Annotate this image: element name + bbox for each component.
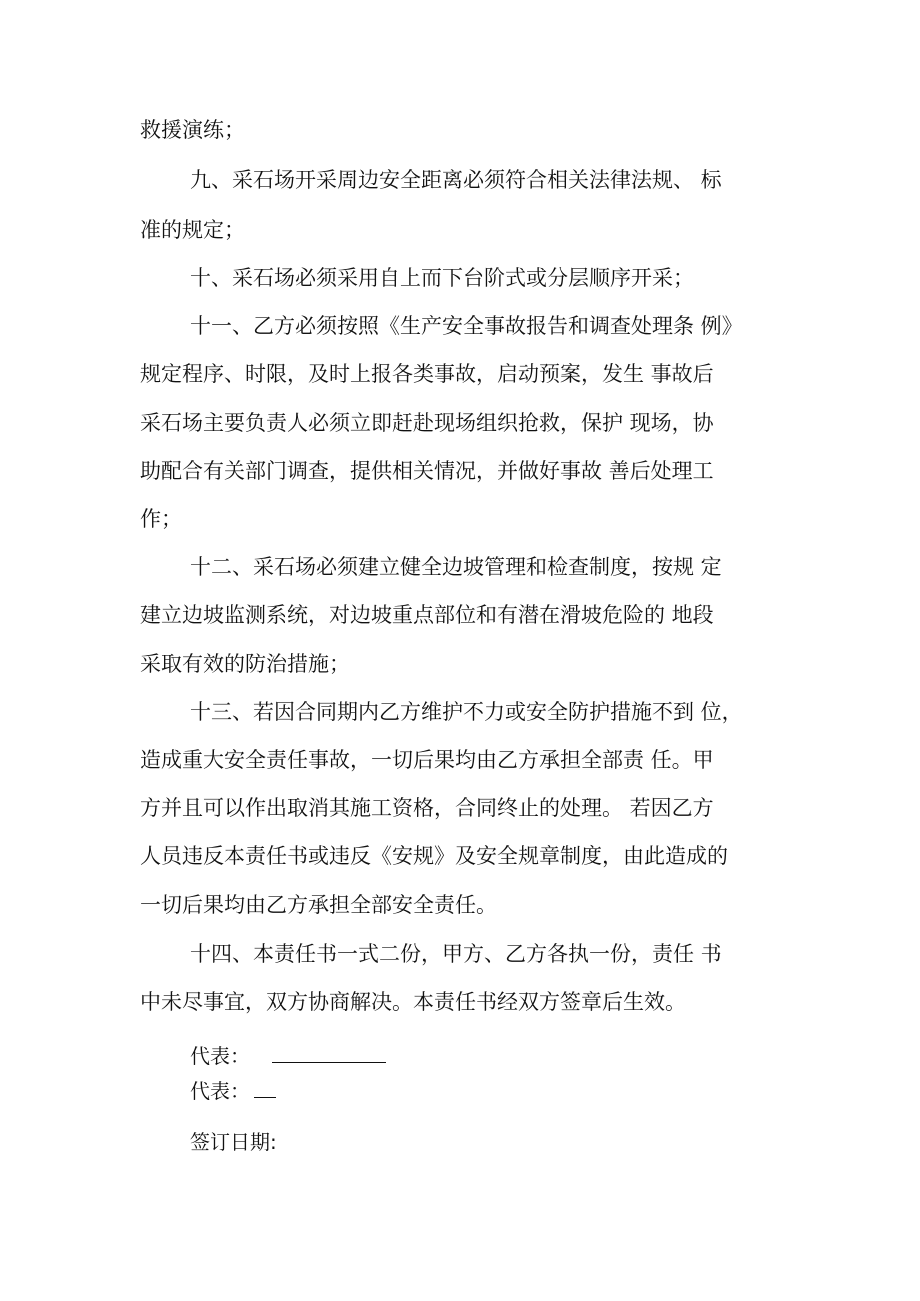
text-line: 十一、乙方必须按照《生产安全事故报告和调查处理条 例》 xyxy=(190,314,743,338)
text-line: 九、采石场开采周边安全距离必须符合相关法律法规、 标 xyxy=(190,168,722,192)
text-line: 造成重大安全责任事故，一切后果均由乙方承担全部责 任。甲 xyxy=(140,748,714,772)
rep2-blank-dash xyxy=(254,1085,276,1098)
signature-rep1 xyxy=(190,1042,386,1070)
rep2-label: 代表： xyxy=(190,1079,250,1103)
text-line: 采石场主要负责人必须立即赶赴现场组织抢救，保护 现场，协 xyxy=(140,411,714,435)
text-line: 作； xyxy=(140,507,182,531)
text-line: 方并且可以作出取消其施工资格，合同终止的处理。 若因乙方 xyxy=(140,796,714,820)
text-line: 十、采石场必须采用自上而下台阶式或分层顺序开采； xyxy=(190,266,694,290)
text-line: 救援演练； xyxy=(140,118,245,142)
text-line: 十三、若因合同期内乙方维护不力或安全防护措施不到 位， xyxy=(190,700,743,724)
signature-rep2 xyxy=(190,1077,276,1105)
text-line: 一切后果均由乙方承担全部安全责任。 xyxy=(140,893,497,917)
text-line: 建立边坡监测系统，对边坡重点部位和有潜在滑坡危险的 地段 xyxy=(140,603,714,627)
signing-date-label: 签订日期: xyxy=(190,1130,277,1154)
text-line: 十二、采石场必须建立健全边坡管理和检查制度，按规 定 xyxy=(190,555,722,579)
text-line: 十四、本责任书一式二份，甲方、乙方各执一份，责任 书 xyxy=(190,942,722,966)
text-line: 规定程序、时限，及时上报各类事故，启动预案，发生 事故后 xyxy=(140,362,714,386)
rep1-label: 代表： xyxy=(190,1044,250,1068)
text-line: 准的规定； xyxy=(140,218,245,242)
text-line: 人员违反本责任书或违反《安规》及安全规章制度，由此造成的 xyxy=(140,844,728,868)
text-line: 采取有效的防治措施； xyxy=(140,652,350,676)
text-line: 中未尽事宜，双方协商解决。本责任书经双方签章后生效。 xyxy=(140,990,686,1014)
text-line: 助配合有关部门调查，提供相关情况，并做好事故 善后处理工 xyxy=(140,459,714,483)
rep1-blank-line xyxy=(272,1044,386,1063)
